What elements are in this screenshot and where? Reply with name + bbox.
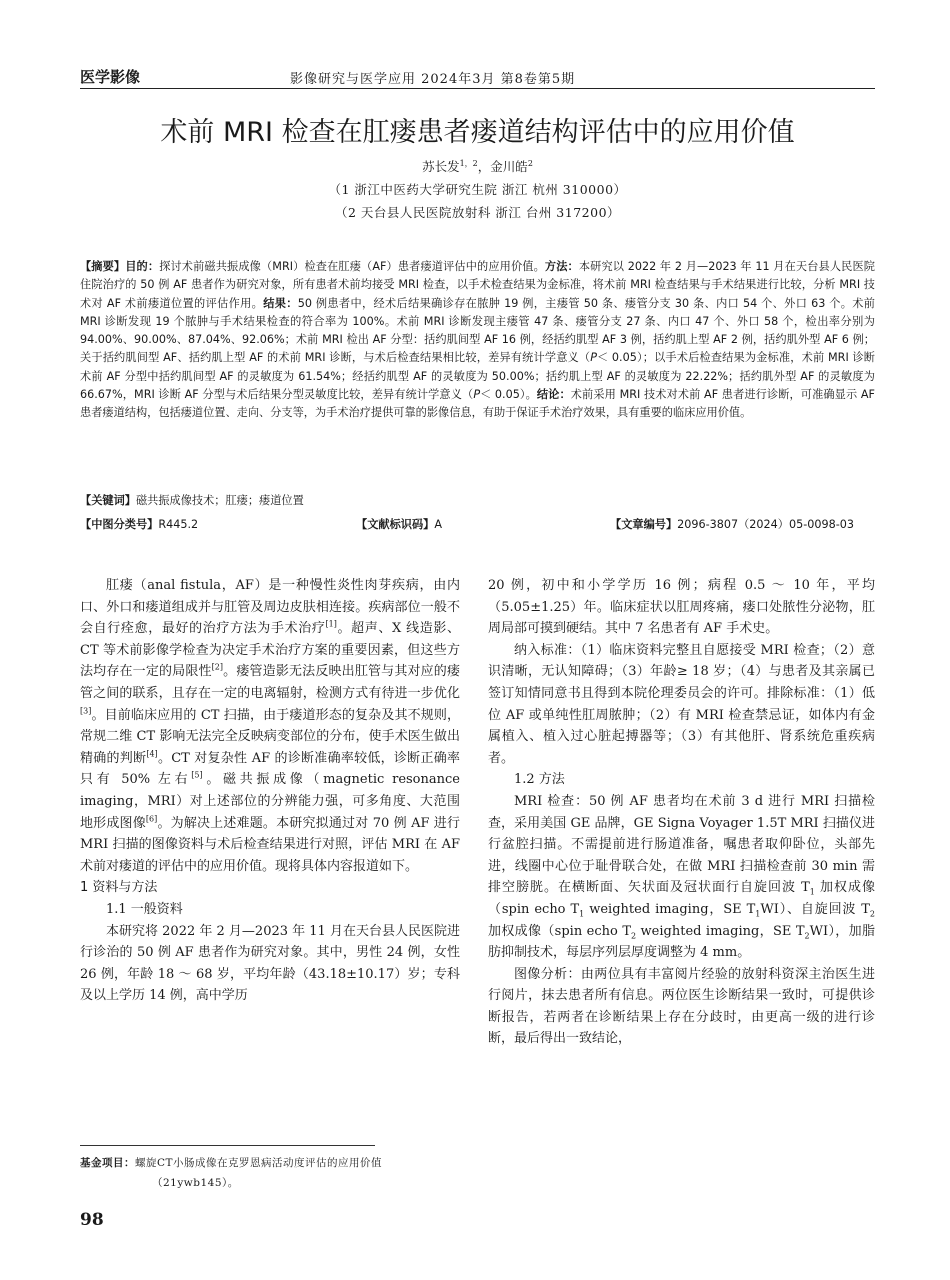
footnote <box>80 1153 460 1193</box>
article-title: 术前 MRI 检查在肛瘘患者瘘道结构评估中的应用价值 <box>160 117 795 148</box>
running-header <box>80 60 875 86</box>
p-symbol-1: P <box>590 351 597 365</box>
clc-value: R445.2 <box>158 518 199 531</box>
mri-text-7: WI），加脂肪抑制技术，每层序列层厚度调整为 4 mm。 <box>488 923 875 961</box>
citation-3: [3] <box>80 706 92 716</box>
objective-label: 目的： <box>125 260 160 273</box>
art-label: 【文章编号】 <box>610 518 678 531</box>
intro-text-7: 。为解决上述难题。本研究拟通过对 70 例 AF 进行 MRI 扫描的图像资料与术后检查结果进行对照，评估 MRI 在 AF 术前对瘘道的评估中的应用价值。现将具体内容报道如下。 <box>80 815 460 874</box>
art-value: 2096-3807（2024）05-0098-03 <box>677 518 854 531</box>
subsection-heading-1-2: 1.2 方法 <box>514 772 565 788</box>
article-number <box>610 516 854 532</box>
method-text: 本研究以 2022 年 2 月—2023 年 11 月在天台县人民医院住院治疗的 50 例 AF 患者作为研究对象，所有患者术前均接受 MRI 检查，以手术检查结果为金标准，将术前 MRI 检查结果与手术结果进行比较，分析 MRI 技术对 AF 术前瘘道位置的评估作用。 <box>80 260 875 310</box>
citation-2: [2] <box>211 663 223 673</box>
subsection-heading-1-1: 1.1 一般资料 <box>106 901 183 917</box>
author-1-affil: 1，2 <box>459 158 478 168</box>
author-separator: ， <box>477 159 491 174</box>
left-column <box>80 575 460 1007</box>
section-heading-1: 1 资料与方法 <box>80 880 158 896</box>
mri-sub-6: 2 <box>804 931 810 941</box>
doc-label: 【文献标识码】 <box>356 518 435 531</box>
citation-6: [6] <box>145 814 158 824</box>
affiliation-2: （2 天台县人民医院放射科 浙江 台州 317200） <box>334 205 621 220</box>
intro-text-2: 。超声、X 线造影、CT 等术前影像学检查为决定手术治疗方案的重要因素，但这些方法均存在一定的局限性 <box>80 621 460 680</box>
mri-text-5: 加权成像（spin echo T <box>488 923 631 939</box>
section-label: 医学影像 <box>80 68 141 86</box>
conclusion-text: 术前采用 MRI 技术对术前 AF 患者进行诊断，可准确显示 AF 患者瘘道结构，包括瘘道位置、走向、分支等，为手术治疗提供可靠的影像信息，有助于保证手术治疗效果，具有重要的临床应用价值。 <box>80 388 875 420</box>
keywords-text: 磁共振成像技术；肛瘘；瘘道位置 <box>135 494 304 507</box>
conclusion-label: 结论： <box>536 388 571 402</box>
intro-text-3: 。瘘管造影无法反映出肛管与其对应的瘘管之间的联系，且存在一定的电离辐射，检测方式有待进一步优化 <box>80 664 460 701</box>
page <box>80 60 875 1230</box>
journal-info: 影像研究与医学应用 2024年3月 第8卷第5期 <box>290 72 576 87</box>
intro-text-6: 。磁共振成像（magnetic resonance imaging，MRI）对上述部位的分辨能力强，可多角度、大范围地形成图像 <box>80 772 460 831</box>
mri-sub-2: 1 <box>579 909 585 919</box>
image-analysis-paragraph: 图像分析：由两位具有丰富阅片经验的放射科资深主治医生进行阅片，抹去患者所有信息。两位医生诊断结果一致时，可提供诊断报告，若两者在诊断结果上存在分歧时，由更高一级的进行诊断，最后得出一致结论， <box>488 966 875 1047</box>
author-1: 苏长发 <box>422 159 460 174</box>
mri-text-4: WI）、自旋回波 T <box>760 901 870 917</box>
header-rule <box>80 88 875 89</box>
doc-code <box>356 516 442 532</box>
criteria-paragraph: 纳入标准：（1）临床资料完整且自愿接受 MRI 检查；（2）意识清晰，无认知障碍；（3）年龄≥ 18 岁；（4）与患者及其亲属已签订知情同意书且得到本院伦理委员会的许可。排除标准：（1）低位 AF 或单纯性肛周脓肿；（2）有 MRI 检查禁忌证，如体内有金属植入、植入过心脏起搏器等；（3）有其他肝、肾系统危重疾病者。 <box>488 642 875 766</box>
citation-5: [5] <box>191 771 203 781</box>
keywords <box>80 492 875 508</box>
result-text-3: ＜ 0.05）。 <box>480 388 537 402</box>
right-column <box>488 575 875 1050</box>
footnote-rule <box>80 1145 375 1146</box>
clc-label: 【中图分类号】 <box>80 518 159 531</box>
objective-text: 探讨术前磁共振成像（MRI）检查在肛瘘（AF）患者瘘道评估中的应用价值。 <box>159 260 545 273</box>
citation-1: [1] <box>325 619 337 629</box>
mri-sub-5: 2 <box>630 931 637 941</box>
intro-paragraph <box>80 575 460 877</box>
doc-value: A <box>434 518 442 531</box>
keywords-label: 【关键词】 <box>80 494 136 507</box>
result-text-1: 50 例患者中，经术后结果确诊存在脓肿 19 例，主瘘管 50 条、瘘管分支 30 条、内口 54 个、外口 63 个。术前 MRI 诊断发现 19 个脓肿与手术结果检查的符合率为 100%。术前 MRI 诊断发现主瘘管 47 条、瘘管分支 27 条、内口 47 个、外口 58 个，检出率分别为 94.00%、90.00%、87.04%、92.06%；术前 MRI 检出 AF 分型：括约肌间型 AF 16 例，经括约肌型 AF 3 例，括约肌上型 AF 2 例，括约肌外型 AF 6 例；关于括约肌间型 AF、括约肌上型 AF 的术前 MRI 诊断，与术后检查结果相比较，差异有统计学意义（ <box>80 296 875 365</box>
footnote-text: 螺旋CT小肠成像在克罗恩病活动度评估的应用价值 <box>135 1157 383 1169</box>
page-number: 98 <box>80 1210 104 1230</box>
citation-4: [4] <box>146 749 158 759</box>
p-symbol-2: P <box>473 388 481 402</box>
mri-paragraph <box>488 791 875 964</box>
footnote-text-2: （21ywb145）。 <box>152 1177 239 1189</box>
intro-text-5: 。CT 对复杂性 AF 的诊断准确率较低，诊断正确率只有 50% 左右 <box>80 750 460 788</box>
mri-text-6: weighted imaging，SE T <box>636 923 805 939</box>
mri-text-2: 加权成像（spin echo T <box>488 880 875 917</box>
mri-text-1: MRI 检查：50 例 AF 患者均在术前 3 d 进行 MRI 扫描检查，采用美国 GE 品牌，GE Signa Voyager 1.5T MRI 扫描仪进行盆腔扫描。不需提前进行肠道准备，嘱患者取仰卧位，头部先进，线圈中心位于耻骨联合处，在做 MRI 扫描检查前 30 min 需排空膀胱。在横断面、矢状面及冠状面行自旋回波 T <box>488 793 875 896</box>
intro-text-4: 。目前临床应用的 CT 扫描，由于瘘道形态的复杂及其不规则，常规二维 CT 影响无法完全反映病变部位的分布，使手术医生做出精确的判断 <box>80 707 460 766</box>
mri-sub-3: 1 <box>755 909 761 919</box>
footnote-label: 基金项目： <box>80 1157 135 1169</box>
author-2-affil: 2 <box>527 158 533 168</box>
affiliation-1: （1 浙江中医药大学研究生院 浙江 杭州 310000） <box>328 182 627 197</box>
result-label: 结果： <box>263 296 298 310</box>
result-text-2: ＜ 0.05）；以手术后检查结果为金标准，术前 MRI 诊断术前 AF 分型中括约肌间型 AF 的灵敏度为 61.54%；经括约肌型 AF 的灵敏度为 50.00%；括约肌上型 AF 的灵敏度为 22.22%；括约肌外型 AF 的灵敏度为 66.67%，MRI 诊断 AF 分型与术后结果分型灵敏度比较，差异有统计学意义（ <box>80 351 875 402</box>
general-paragraph-cont: 20 例，初中和小学学历 16 例；病程 0.5 ～ 10 年，平均（5.05±1.25）年。临床症状以肛周疼痛，瘘口处脓性分泌物，肛周局部可摸到硬结。其中 7 名患者有 AF 手术史。 <box>488 578 875 637</box>
method-label: 方法： <box>544 260 579 273</box>
mri-sub-1: 1 <box>809 887 815 897</box>
intro-text-1: 肛瘘（anal fistula，AF）是一种慢性炎性肉芽疾病，由内口、外口和瘘道组成并与肛管及周边皮肤相连接。疾病部位一般不会自行痊愈，最好的治疗方法为手术治疗 <box>80 578 460 637</box>
general-paragraph: 本研究将 2022 年 2 月—2023 年 11 月在天台县人民医院进行诊治的 50 例 AF 患者作为研究对象。其中，男性 24 例，女性 26 例，年龄 18 ～ 68 岁，平均年龄（43.18±10.17）岁；专科及以上学历 14 例，高中学历 <box>80 923 460 1004</box>
author-2: 金川皓 <box>490 159 528 174</box>
abstract-label: 【摘要】 <box>80 260 126 273</box>
clc-number <box>80 516 198 532</box>
authors <box>80 157 875 175</box>
abstract <box>80 258 875 423</box>
mri-sub-4: 2 <box>869 909 875 919</box>
mri-text-3: weighted imaging，SE T <box>584 901 756 917</box>
